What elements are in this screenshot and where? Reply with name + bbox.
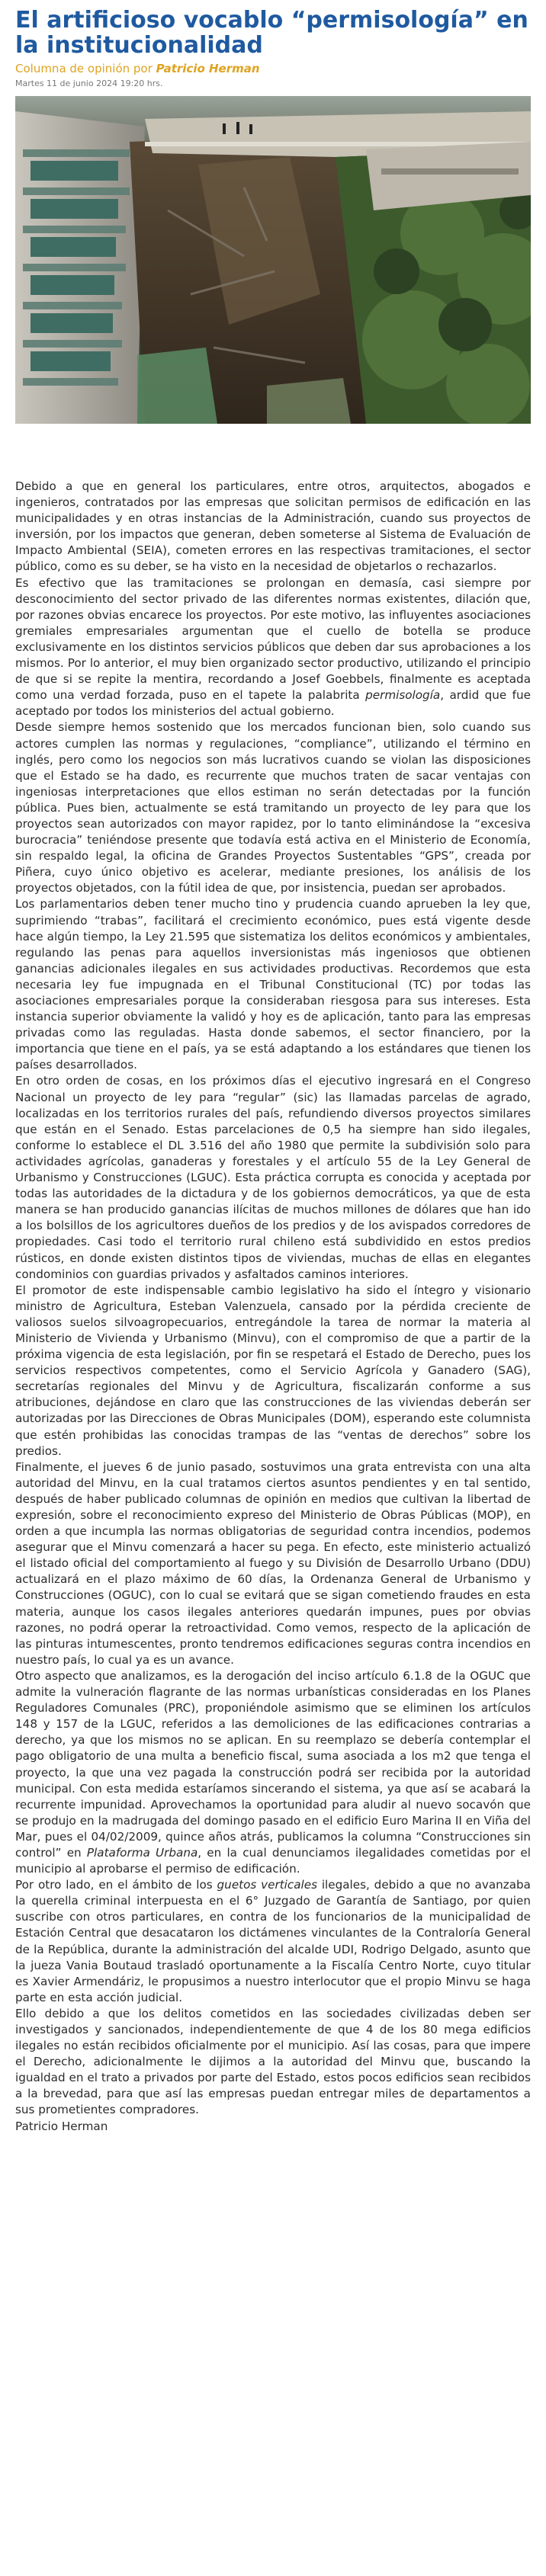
publication-date: Martes 11 de junio 2024 19:20 hrs.	[15, 78, 163, 88]
byline	[15, 61, 531, 76]
byline-prefix: Columna de opinión por	[15, 62, 153, 75]
paragraph	[15, 1073, 531, 1282]
paragraph-text: Es efectivo que las tramitaciones se prolongan en demasía, casi siempre por desconocimiento del sector privado de las diferentes normas existentes, dilación que, por razones obvias encarece los proyectos. Por este motivo, las influyentes asociaciones gremiales empresariales argumentan que el cuello de botella se produce exclusivamente en los distintos servicios públicos que deben dar sus aprobaciones a los mismos. Por lo anterior, el muy bien organizado sector productivo, utilizando el principio de que si se repite la mentira, recordando a Josef Goebbels, finalmente es aceptada como una verdad forzada, puso en el tapete la palabrita	[15, 575, 531, 703]
paragraph-text: ilegales, debido a que no avanzaba la querella criminal interpuesta en el 6° Juzgado de Garantía de Santiago, por quien suscribe con otros particulares, en contra de los funcionarios de la municipalidad de Estación Central que desacataron los dictámenes vinculantes de la Contraloría General de la República, durante la administración del alcalde UDI, Rodrigo Delgado, asunto que la jueza Vania Boutaud trasladó oportunamente a la Fiscalía Centro Norte, cuyo titular es Xavier Armendáriz, le propusimos a nuestro interlocutor que el propio Minvu se haga parte en esta acción judicial.	[15, 1878, 531, 2004]
paragraph-text: Debido a que en general los particulares, entre otros, arquitectos, abogados e ingenieros, contratados por las empresas que solicitan permisos de edificación en las municipalidades y en otras instancias de la Administración, cuando sus proyectos de inversión, por los impactos que generan, deben someterse al Sistema de Evaluación de Impacto Ambiental (SEIA), cometen errores en las respectivas tramitaciones, el sector público, como es su deber, se ha visto en la necesidad de objetarlos o rechazarlos.	[15, 479, 531, 574]
paragraph	[15, 575, 531, 720]
paragraph-text: Desde siempre hemos sostenido que los mercados funcionan bien, solo cuando sus actores cumplen las normas y regulaciones, “compliance”, utilizando el término en inglés, pero como los negocios son más lucrativos cuando se violan las disposiciones que el Estado se ha dado, es recurrente que muchos traten de sacar ventajas con ingeniosas interpretaciones que ellos estiman no serán detectadas por la función pública. Pues bien, actualmente se está tramitando un proyecto de ley para que los proyectos sean autorizados con mayor rapidez, por lo tanto eliminándose la “excesiva burocracia” teniéndose presente que todavía está activa en el Ministerio de Economía, sin respaldo legal, la oficina de Grandes Proyectos Sustentables “GPS”, creada por Piñera, cuyo único objetivo es acelerar, mediante presiones, los análisis de los proyectos objetados, con la fútil idea de que, por insistencia, puedan ser aprobados.	[15, 720, 531, 896]
author-link[interactable]: Patricio Herman	[156, 62, 260, 75]
article-body	[15, 479, 531, 2119]
paragraph	[15, 1459, 531, 1668]
paragraph	[15, 479, 531, 575]
emphasis-text: guetos verticales	[217, 1878, 318, 1892]
paragraph-text: , ardid que fue aceptado por todos los ministerios del actual gobierno.	[15, 688, 531, 719]
emphasis-text: Plataforma Urbana	[86, 1845, 198, 1860]
paragraph-text: , en la cual denunciamos ilegalidades cometidas por el municipio al aprobarse el permiso de edificación.	[15, 1845, 531, 1876]
image-spacer	[15, 424, 531, 479]
paragraph	[15, 1283, 531, 1459]
paragraph-text: Por otro lado, en el ámbito de los	[15, 1878, 217, 1892]
emphasis-text: permisología	[365, 688, 441, 703]
paragraph-text: En otro orden de cosas, en los próximos días el ejecutivo ingresará en el Congreso Nacional un proyecto de ley para “regular” (sic) las llamadas parcelas de agrado, localizadas en los territorios rurales del país, refundiendo diversos proyectos similares que están en el Senado. Estas parcelaciones de 0,5 ha siempre han sido ilegales, conforme lo establece el DL 3.516 del año 1980 que permite la subdivisión solo para actividades agrícolas, ganaderas y forestales y el artículo 55 de la Ley General de Urbanismo y Construcciones (LGUC). Esta práctica corrupta es conocida y aceptada por todas las autoridades de la dictadura y de los gobiernos democráticos, ya que de esta manera se han producido ganancias ilícitas de muchos millones de dólares que han ido a los bolsillos de los agricultores dueños de los predios y de los avispados corredores de propiedades. Casi todo el territorio rural chileno está subdividido en estos predios rústicos, en donde existen distintos tipos de viviendas, muchas de ellas en elegantes condominios con guardias privados y asfaltados caminos interiores.	[15, 1074, 531, 1281]
paragraph	[15, 896, 531, 1073]
paragraph-text: Ello debido a que los delitos cometidos en las sociedades civilizadas deben ser investigados y sancionados, independientemente de que 4 de los 80 mega edificios ilegales no están recibidos oficialmente por el municipio. Así las cosas, para que impere el Derecho, adicionalmente le dijimos a la autoridad del Minvu que, buscando la igualdad en el trato a privados por parte del Estado, estos pocos edificios sean recibidos a la brevedad, para que así las empresas puedan entregar miles de departamentos a sus prometientes compradores.	[15, 2006, 531, 2117]
paragraph-text: Otro aspecto que analizamos, es la derogación del inciso artículo 6.1.8 de la OGUC que admite la vulneración flagrante de las normas urbanísticas consideradas en los Planes Reguladores Comunales (PRC), proponiéndole asimismo que se eliminen los artículos 148 y 157 de la LGUC, referidos a las demoliciones de las edificaciones contrarias a derecho, ya que los mismos no se aplican. En su reemplazo se debería contemplar el pago obligatorio de una multa a beneficio fiscal, suma asociada a los m2 que tenga el proyecto, la que una vez pagada la construcción podrá ser recibida por la autoridad municipal. Con esta medida estaríamos sincerando el sistema, ya que así se acabará la recurrente impunidad. Aprovechamos la oportunidad para aludir al nuevo socavón que se produjo en la madrugada del domingo pasado en el edificio Euro Marina II en Viña del Mar, pues el 04/02/2009, quince años atrás, publicamos la columna “Construcciones sin control” en	[15, 1668, 531, 1860]
paragraph	[15, 719, 531, 896]
article-title: El artificioso vocablo “permisología” en la institucionalidad	[15, 7, 528, 59]
paragraph	[15, 1877, 531, 2006]
signature: Patricio Herman	[15, 2119, 108, 2133]
paragraph-text: Los parlamentarios deben tener mucho tino y prudencia cuando aprueben la ley que, suprimiendo “trabas”, facilitará el crecimiento económico, pues está vigente desde hace algún tiempo, la Ley 21.595 que sistematiza los delitos económicos y ambientales, regulando las penas para aquellos inversionistas más ingeniosos que obtienen ganancias adicionales ilegales en sus actividades productivas. Recordemos que esta necesaria ley fue impugnada en el Tribunal Constitucional (TC) por todas las asociaciones empresariales porque la consideraban riesgosa para sus intereses. Esta instancia superior obviamente la validó y hoy es de aplicación, tanto para las empresas privadas como las reguladas. Hasta donde sabemos, el sector financiero, por la importancia que tiene en el país, ya se está adaptando a los estándares que tienen los países desarrollados.	[15, 897, 531, 1072]
paragraph-text: Finalmente, el jueves 6 de junio pasado, sostuvimos una grata entrevista con una alta autoridad del Minvu, en la cual tratamos ciertos asuntos pendientes y en tal sentido, después de haber publicado columnas de opinión en medios que cultivan la libertad de expresión, sobre el reconocimiento expreso del Ministerio de Obras Públicas (MOP), en orden a que incumpla las normas obligatorias de seguridad contra incendios, podemos asegurar que el Minvu comenzará a hacer su pega. En efecto, este ministerio actualizó el listado oficial del comportamiento al fuego y su División de Desarrollo Urbano (DDU) actualizará en el plazo máximo de 60 días, la Ordenanza General de Urbanismo y Construcciones (OGUC), con lo cual se evitará que se sigan cometiendo fraudes en esta materia, aunque los casos ilegales anteriores quedarán impunes, pues por obvias razones, no podrá operar la retroactividad. Como vemos, respecto de la aplicación de las pinturas intumescentes, pronto tendremos edificaciones seguras contra incendios en nuestro país, lo cual ya es un avance.	[15, 1459, 531, 1667]
paragraph-text: El promotor de este indispensable cambio legislativo ha sido el íntegro y visionario ministro de Agricultura, Esteban Valenzuela, cansado por la pérdida creciente de valiosos suelos silvoagropecuarios, entregándole la tarea de normar la materia al Ministerio de Vivienda y Urbanismo (Minvu), con el compromiso de que a partir de la próxima vigencia de esta legislación, por fin se respetará el Estado de Derecho, pues los servicios respectivos competentes, como el Servicio Agrícola y Ganadero (SAG), secretarías regionales del Minvu y de Agricultura, fiscalizarán conforme a sus atribuciones, dejándose en claro que las construcciones de las viviendas deberán ser autorizadas por las Direcciones de Obras Municipales (DOM), esperando este columnista que estén prohibidas las conocidas trampas de las “ventas de derechos” sobre los predios.	[15, 1283, 531, 1458]
photo-landslide-icon	[15, 96, 531, 424]
paragraph	[15, 2006, 531, 2119]
paragraph	[15, 1668, 531, 1877]
